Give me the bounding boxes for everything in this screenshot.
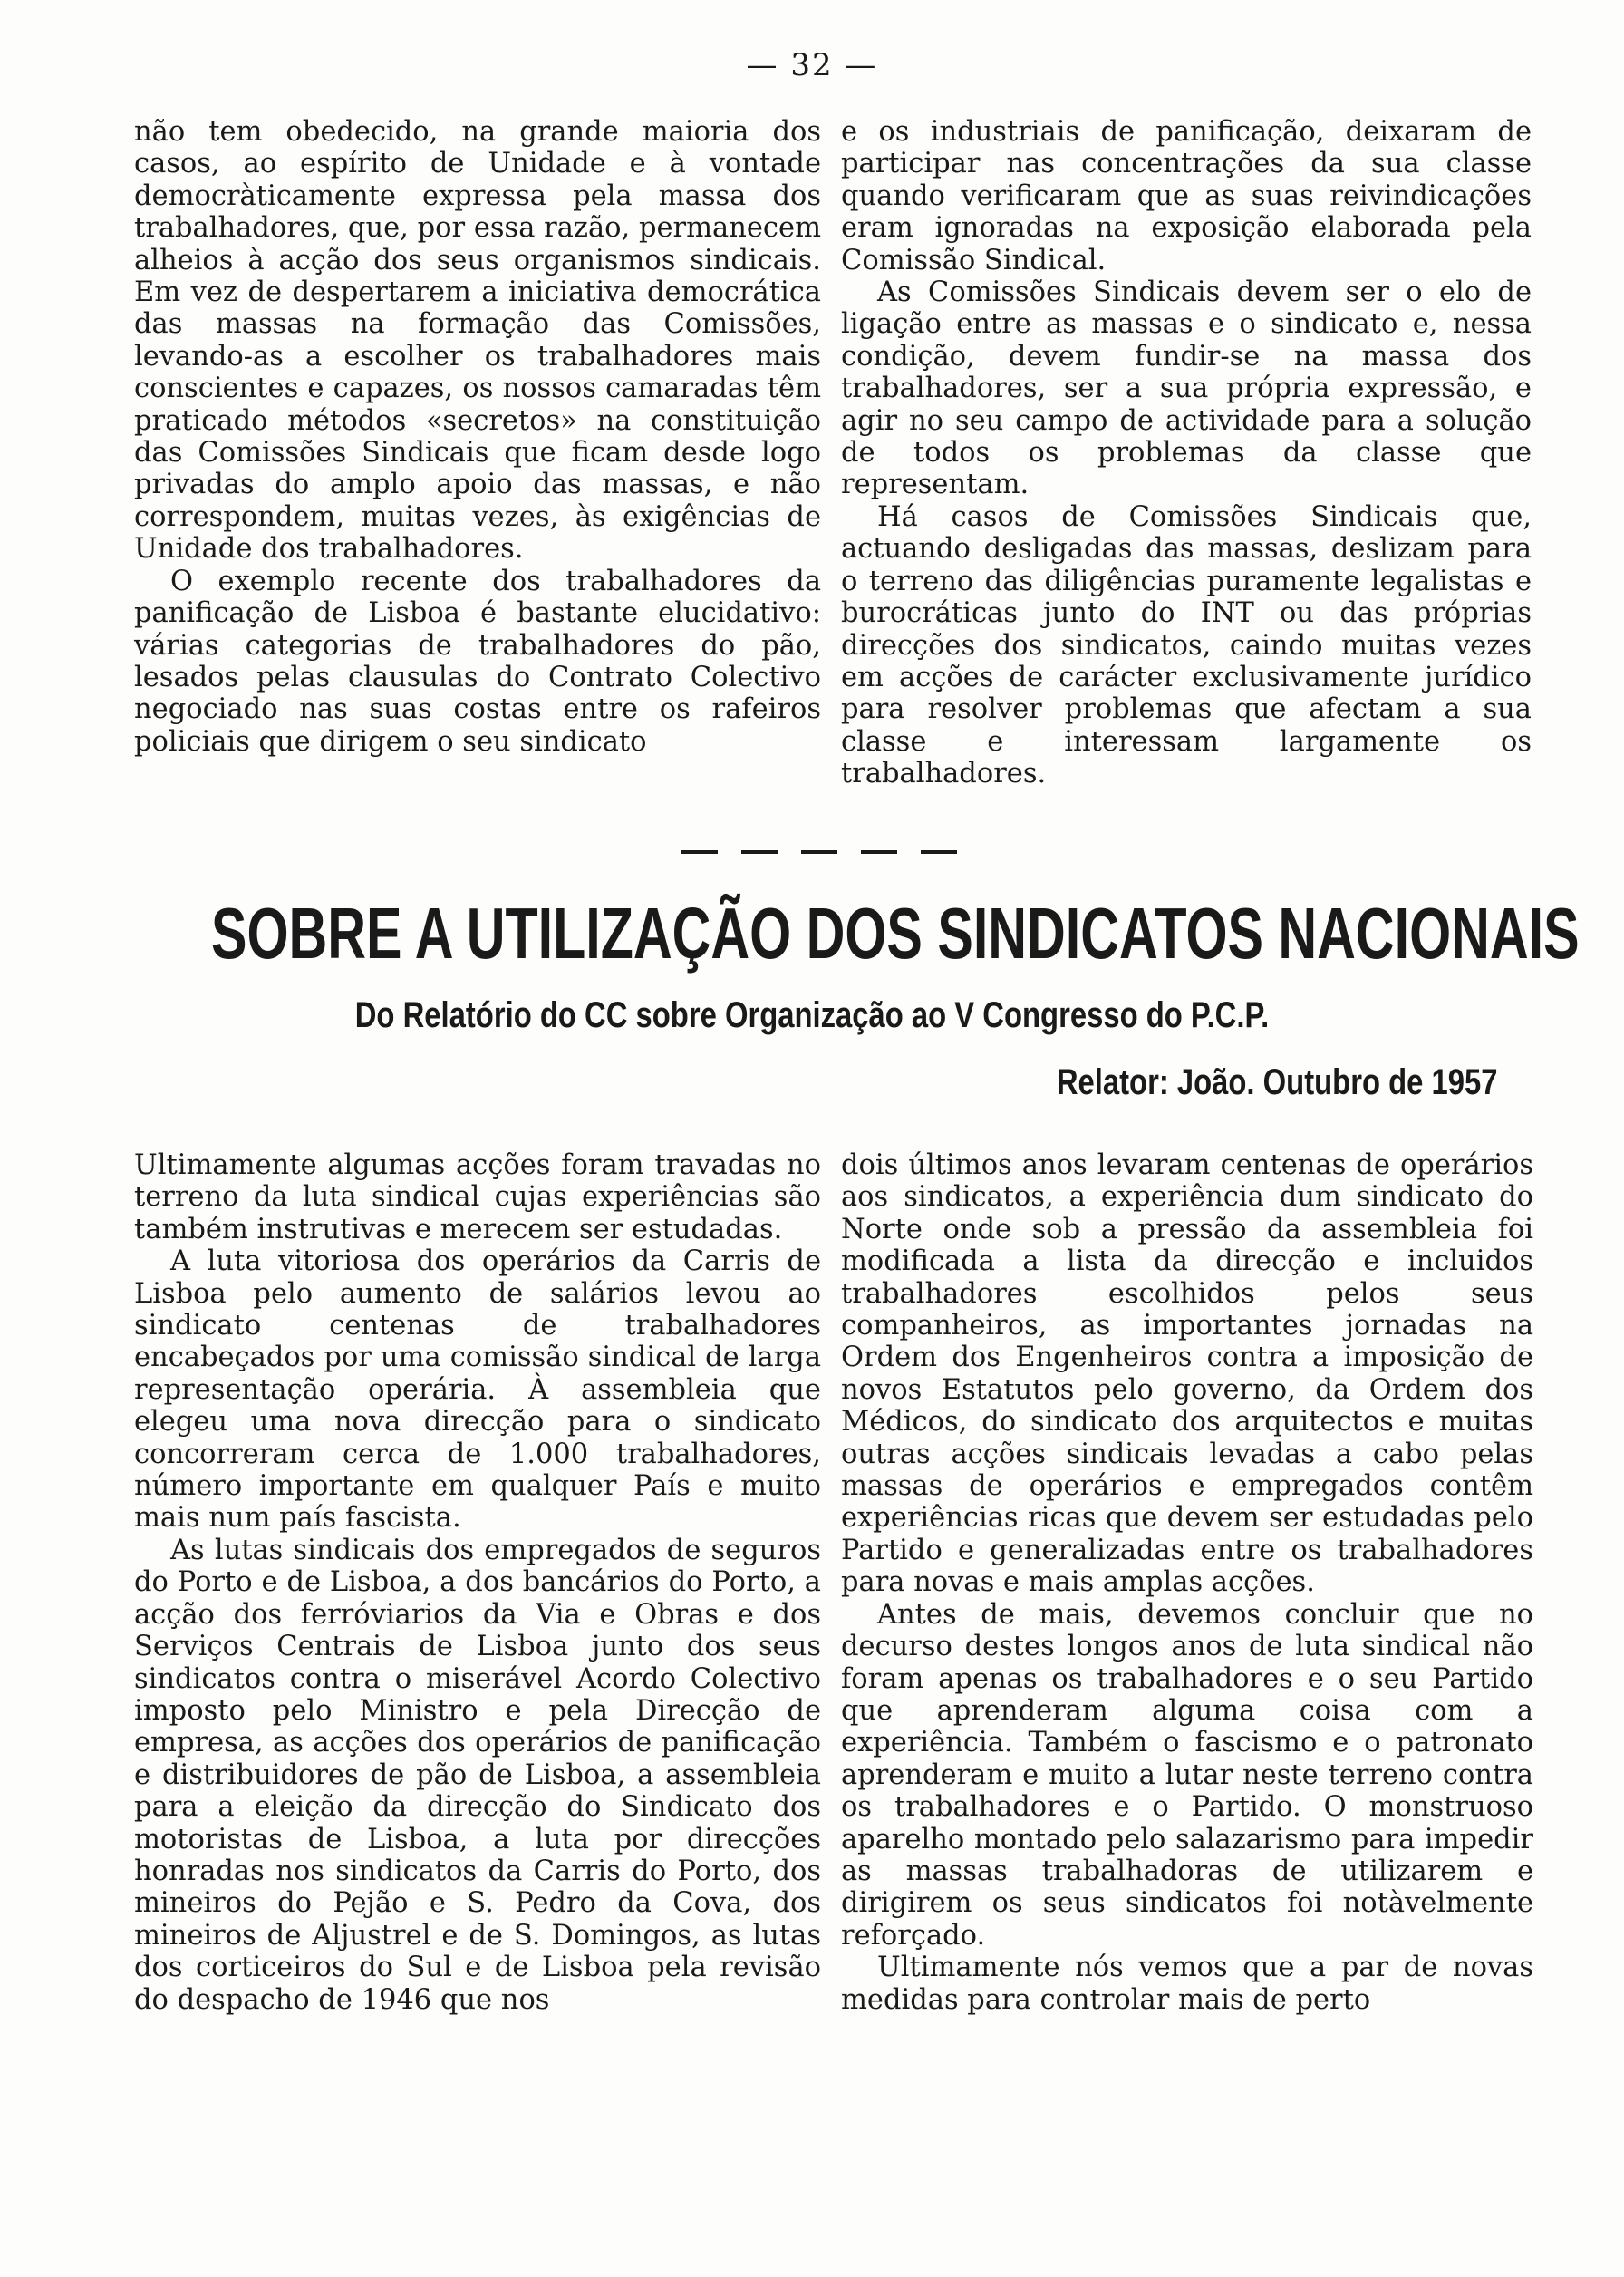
paragraph: não tem obedecido, na grande maioria dos casos, ao espírito de Unidade e à vontade democràticamente expressa pela massa dos trabalhadores, que, por essa razão, permanecem alheios à acção dos seus organismos sindicais. Em vez de despertarem a iniciativa democrática das massas na formação das Comissões, levando-as a escolher os trabalhadores mais conscientes e capazes, os nossos camaradas têm praticado métodos «secretos» na constituição das Comissões Sindicais que ficam desde logo privadas do amplo apoio das massas, e não correspondem, muitas vezes, às exigências de Unidade dos trabalhadores. [134,116,821,566]
paragraph: As Comissões Sindicais devem ser o elo de ligação entre as massas e o sindicato e, nessa condição, devem fundir-se na massa dos trabalhadores, ser a sua própria expressão, e agir no seu campo de actividade para a solução de todos os problemas da classe que representam. [841,276,1532,501]
paragraph: A luta vitoriosa dos operários da Carris de Lisboa pelo aumento de salários levou ao sindicato centenas de trabalhadores encabeçados por uma comissão sindical de larga representação operária. À assembleia que elegeu uma nova direcção para o sindicato concorreram cerca de 1.000 trabalhadores, número importante em qualquer País e muito mais num país fascista. [134,1245,821,1535]
top-left-column [134,116,821,758]
article-source-line: Do Relatório do CC sobre Organização ao V Congresso do P.C.P. [354,995,1270,1035]
bottom-right-column [841,1149,1533,2016]
article-headline: SOBRE A UTILIZAÇÃO DOS SINDICATOS NACIONAIS [210,893,1580,974]
paragraph: O exemplo recente dos trabalhadores da panificação de Lisboa é bastante elucidativo: várias categorias de trabalhadores do pão, lesados pelas clausulas do Contrato Colectivo negociado nas suas costas entre os rafeiros policiais que dirigem o seu sindicato [134,565,821,758]
page-number: — 32 — [746,47,878,83]
paragraph: Antes de mais, devemos concluir que no decurso destes longos anos de luta sindical não foram apenas os trabalhadores e o seu Partido que aprenderam alguma coisa com a experiência. Também o fascismo e o patronato aprenderam e muito a lutar neste terreno contra os trabalhadores e o Partido. O monstruoso aparelho montado pelo salazarismo para impedir as massas trabalhadoras de utilizarem e dirigirem os seus sindicatos foi notàvelmente reforçado. [841,1598,1533,1952]
paragraph: e os industriais de panificação, deixaram de participar nas concentrações da sua classe quando verificaram que as suas reivindicações eram ignoradas na exposição elaborada pela Comissão Sindical. [841,116,1532,276]
paragraph: dois últimos anos levaram centenas de operários aos sindicatos, a experiência dum sindicato do Norte onde sob a pressão da assembleia foi modificada a lista da direcção e incluidos trabalhadores escolhidos pelos seus companheiros, as importantes jornadas na Ordem dos Engenheiros contra a imposição de novos Estatutos pelo governo, da Ordem dos Médicos, do sindicato dos arquitectos e muitas outras acções sindicais levadas a cabo pelas massas de operários e empregados contêm experiências ricas que devem ser estudadas pelo Partido e generalizadas entre os trabalhadores para novas e mais amplas acções. [841,1149,1533,1599]
top-right-column [841,116,1532,790]
paragraph: Ultimamente nós vemos que a par de novas medidas para controlar mais de perto [841,1952,1533,2016]
paragraph: Há casos de Comissões Sindicais que, actuando desligadas das massas, deslizam para o terreno das diligências puramente legalistas e burocráticas junto do INT ou das próprias direcções dos sindicatos, caindo muitas vezes em acções de carácter exclusivamente jurídico para resolver problemas que afectam a sua classe e interessam largamente os trabalhadores. [841,500,1532,790]
paragraph: Ultimamente algumas acções foram travadas no terreno da luta sindical cujas experiências são também instrutivas e merecem ser estudadas. [134,1149,821,1245]
section-divider [682,850,981,854]
bottom-left-column [134,1149,821,2016]
article-rapporteur-line: Relator: João. Outubro de 1957 [1056,1062,1497,1102]
paragraph: As lutas sindicais dos empregados de seguros do Porto e de Lisboa, a dos bancários do Porto, a acção dos ferróviarios da Via e Obras e dos Serviços Centrais de Lisboa junto dos seus sindicatos contra o miserável Acordo Colectivo imposto pelo Ministro e pela Direcção de empresa, as acções dos operários de panificação e distribuidores de pão de Lisboa, a assembleia para a eleição da direcção do Sindicato dos motoristas de Lisboa, a luta por direcções honradas nos sindicatos da Carris do Porto, dos mineiros do Pejão e S. Pedro da Cova, dos mineiros de Aljustrel e de S. Domingos, as lutas dos corticeiros do Sul e de Lisboa pela revisão do despacho de 1946 que nos [134,1534,821,2016]
